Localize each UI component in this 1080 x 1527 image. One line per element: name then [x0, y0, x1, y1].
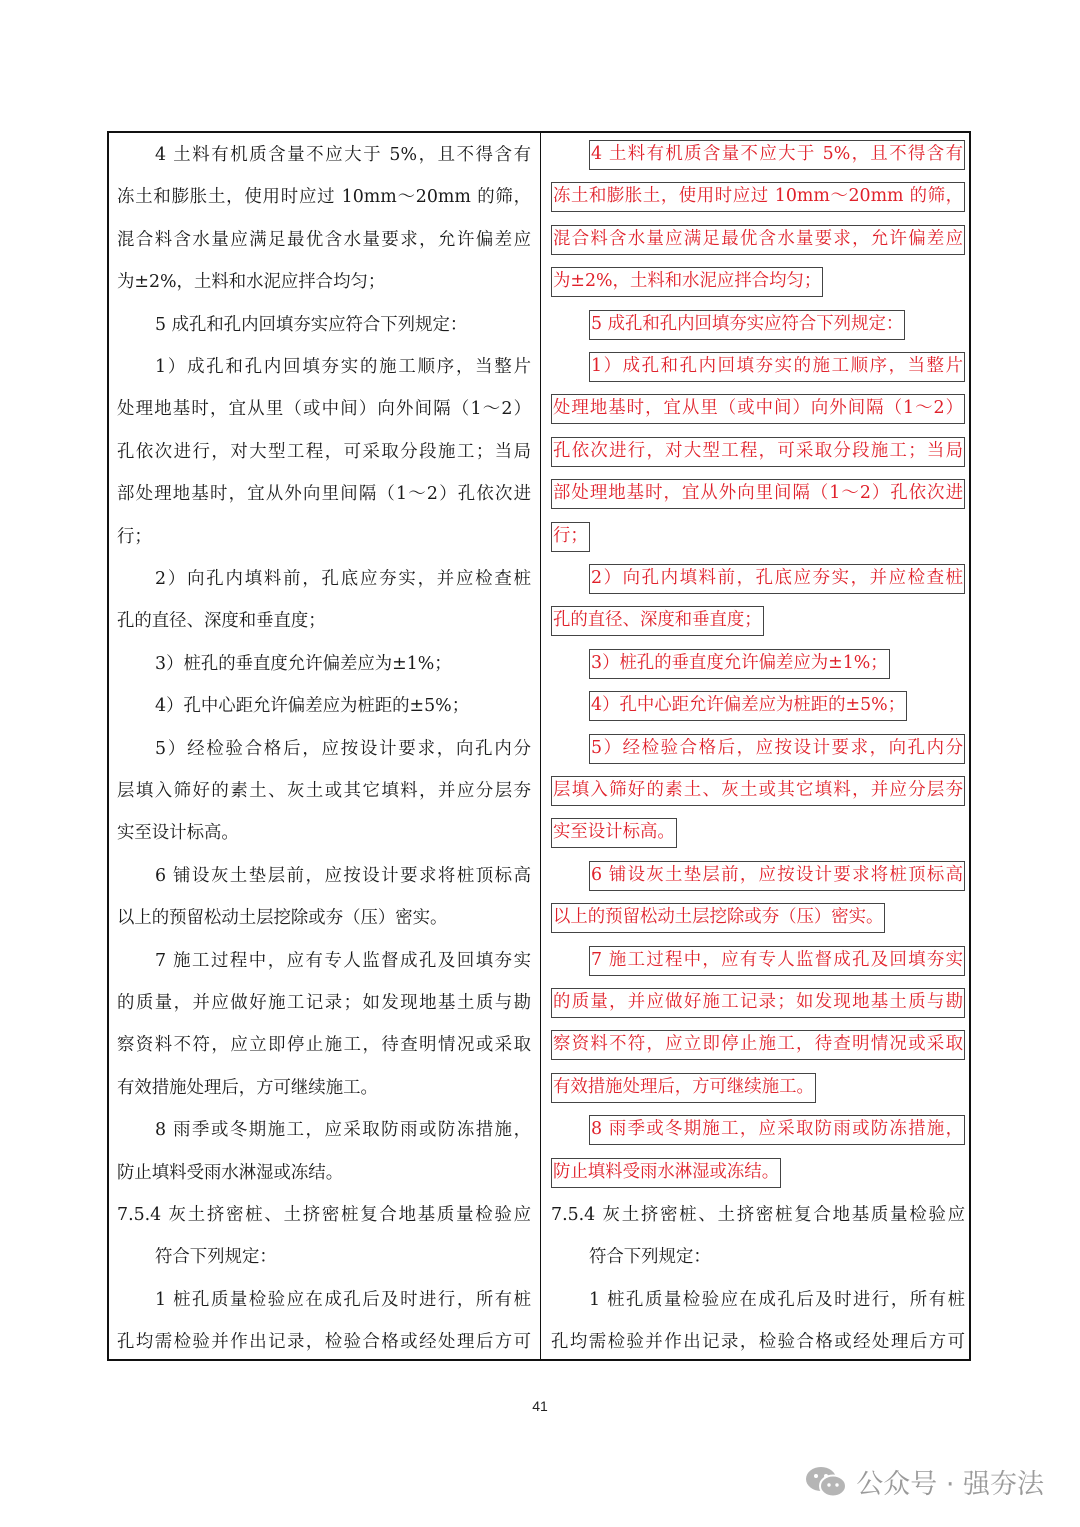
revised-text-line: 1）成孔和孔内回填夯实的施工顺序，当整片 — [589, 352, 965, 382]
original-text-line: 3）桩孔的垂直度允许偏差应为±1%； — [155, 653, 452, 674]
original-text-line: 4）孔中心距允许偏差应为桩距的±5%； — [155, 696, 470, 717]
original-text-line: 防止填料受雨水淋湿或冻结。 — [117, 1162, 344, 1183]
original-text-line: 4 土料有机质含量不应大于 5%，且不得含有 — [155, 145, 531, 165]
original-text-line: 层填入筛好的素土、灰土或其它填料，并应分层夯 — [117, 781, 531, 801]
original-text-line: 孔均需检验并作出记录，检验合格或经处理后方可 — [117, 1332, 531, 1353]
revised-text-column — [551, 0, 965, 1353]
revised-text-line: 4 土料有机质含量不应大于 5%，且不得含有 — [589, 140, 965, 170]
original-text-line: 为±2%，土料和水泥应拌合均匀； — [117, 272, 386, 293]
revised-text-line: 孔的直径、深度和垂直度； — [551, 606, 764, 636]
revised-text-line: 7 施工过程中，应有专人监督成孔及回填夯实 — [589, 946, 965, 976]
original-text-line: 符合下列规定： — [155, 1247, 277, 1268]
wechat-icon — [804, 1464, 848, 1500]
revised-text-line: 的质量，并应做好施工记录；如发现地基土质与勘 — [551, 988, 965, 1018]
original-text-line: 8 雨季或冬期施工，应采取防雨或防冻措施， — [155, 1120, 531, 1141]
page-number: 41 — [532, 1398, 548, 1414]
revised-text-line: 5）经检验合格后，应按设计要求，向孔内分 — [589, 734, 965, 764]
revised-text-line: 符合下列规定： — [589, 1247, 711, 1268]
original-text-line: 7.5.4 灰土挤密桩、土挤密桩复合地基质量检验应 — [117, 1205, 531, 1225]
original-text-line: 混合料含水量应满足最优含水量要求，允许偏差应 — [117, 229, 531, 250]
revised-text-line: 部处理地基时，宜从外向里间隔（1～2）孔依次进 — [551, 479, 965, 509]
revised-text-line: 实至设计标高。 — [551, 818, 677, 848]
original-text-line: 以上的预留松动土层挖除或夯（压）密实。 — [117, 908, 448, 929]
original-text-line: 冻土和膨胀土，使用时应过 10mm～20mm 的筛， — [117, 187, 531, 208]
column-divider — [540, 131, 541, 1361]
original-text-line: 7 施工过程中，应有专人监督成孔及回填夯实 — [155, 950, 531, 971]
original-text-line: 1 桩孔质量检验应在成孔后及时进行，所有桩 — [155, 1289, 531, 1310]
revised-text-line: 8 雨季或冬期施工，应采取防雨或防冻措施， — [589, 1115, 965, 1145]
original-text-line: 1）成孔和孔内回填夯实的施工顺序，当整片 — [155, 357, 531, 377]
original-text-line: 行； — [117, 526, 152, 547]
revised-text-line: 5 成孔和孔内回填夯实应符合下列规定： — [589, 310, 905, 340]
watermark — [804, 1462, 1044, 1501]
original-text-line: 孔依次进行，对大型工程，可采取分段施工；当局 — [117, 441, 531, 462]
original-text-line: 孔的直径、深度和垂直度； — [117, 611, 326, 632]
original-text-line: 察资料不符，应立即停止施工，待查明情况或采取 — [117, 1035, 531, 1056]
original-text-line: 部处理地基时，宜从外向里间隔（1～2）孔依次进 — [117, 484, 531, 505]
revised-text-line: 处理地基时，宜从里（或中间）向外间隔（1～2） — [551, 394, 965, 424]
revised-text-line: 孔依次进行，对大型工程，可采取分段施工；当局 — [551, 437, 965, 467]
revised-text-line: 层填入筛好的素土、灰土或其它填料，并应分层夯 — [551, 776, 965, 806]
original-text-line: 5 成孔和孔内回填夯实应符合下列规定： — [155, 314, 468, 335]
revised-text-line: 察资料不符，应立即停止施工，待查明情况或采取 — [551, 1030, 965, 1060]
revised-text-line: 以上的预留松动土层挖除或夯（压）密实。 — [551, 903, 885, 933]
original-text-line: 处理地基时，宜从里（或中间）向外间隔（1～2） — [117, 399, 531, 420]
original-text-line: 2）向孔内填料前，孔底应夯实，并应检查桩 — [155, 569, 531, 589]
original-text-line: 6 铺设灰土垫层前，应按设计要求将桩顶标高 — [155, 865, 531, 886]
revised-text-line: 混合料含水量应满足最优含水量要求，允许偏差应 — [551, 225, 965, 255]
revised-text-line: 4）孔中心距允许偏差应为桩距的±5%； — [589, 691, 907, 721]
revised-text-line: 1 桩孔质量检验应在成孔后及时进行，所有桩 — [589, 1289, 965, 1310]
revised-text-line: 孔均需检验并作出记录，检验合格或经处理后方可 — [551, 1332, 965, 1353]
revised-text-line: 行； — [551, 522, 590, 552]
original-text-line: 实至设计标高。 — [117, 823, 239, 844]
revised-text-line: 冻土和膨胀土，使用时应过 10mm～20mm 的筛， — [551, 182, 965, 212]
original-text-line: 的质量，并应做好施工记录；如发现地基土质与勘 — [117, 993, 531, 1013]
revised-text-line: 6 铺设灰土垫层前，应按设计要求将桩顶标高 — [589, 861, 965, 891]
original-text-line: 有效措施处理后，方可继续施工。 — [117, 1077, 378, 1098]
revised-text-line: 2）向孔内填料前，孔底应夯实，并应检查桩 — [589, 564, 965, 594]
revised-text-line: 为±2%，土料和水泥应拌合均匀； — [551, 267, 823, 297]
revised-text-line: 3）桩孔的垂直度允许偏差应为±1%； — [589, 649, 890, 679]
revised-text-line: 7.5.4 灰土挤密桩、土挤密桩复合地基质量检验应 — [551, 1205, 965, 1225]
revised-text-line: 有效措施处理后，方可继续施工。 — [551, 1073, 816, 1103]
revised-text-line: 防止填料受雨水淋湿或冻结。 — [551, 1158, 781, 1188]
original-text-column — [117, 0, 531, 1353]
watermark-text: 公众号 · 强夯法 — [856, 1469, 1044, 1500]
original-text-line: 5）经检验合格后，应按设计要求，向孔内分 — [155, 738, 531, 759]
